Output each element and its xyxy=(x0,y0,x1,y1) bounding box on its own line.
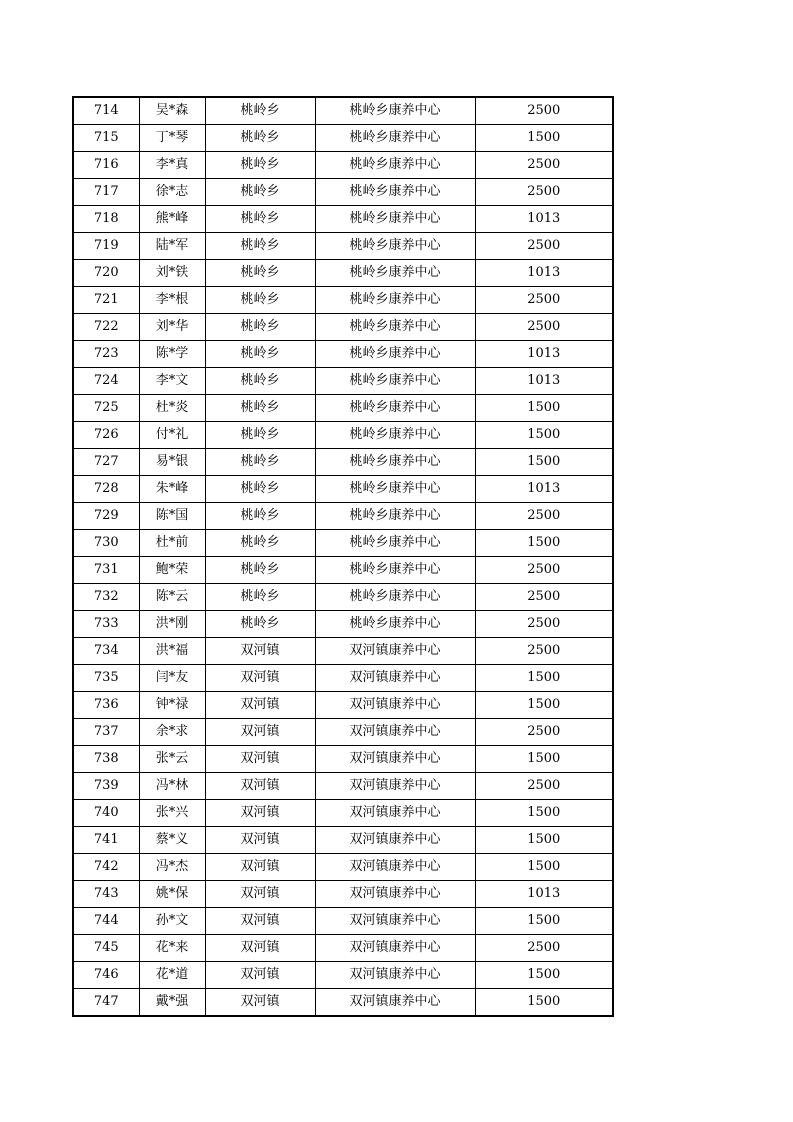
care-center-cell: 双河镇康养中心 xyxy=(315,800,475,827)
township-cell: 双河镇 xyxy=(205,935,315,962)
care-center-cell: 桃岭乡康养中心 xyxy=(315,584,475,611)
row-number-cell: 715 xyxy=(73,125,139,152)
table-row xyxy=(73,800,613,827)
township-cell: 双河镇 xyxy=(205,665,315,692)
township-cell: 桃岭乡 xyxy=(205,422,315,449)
amount-cell: 2500 xyxy=(475,314,613,341)
table-row xyxy=(73,503,613,530)
row-number-cell: 722 xyxy=(73,314,139,341)
amount-cell: 2500 xyxy=(475,503,613,530)
amount-cell: 2500 xyxy=(475,584,613,611)
care-center-cell: 双河镇康养中心 xyxy=(315,638,475,665)
row-number-cell: 717 xyxy=(73,179,139,206)
person-name-cell: 陈*国 xyxy=(139,503,205,530)
township-cell: 桃岭乡 xyxy=(205,125,315,152)
person-name-cell: 刘*华 xyxy=(139,314,205,341)
care-center-cell: 桃岭乡康养中心 xyxy=(315,611,475,638)
care-center-cell: 双河镇康养中心 xyxy=(315,908,475,935)
amount-cell: 2500 xyxy=(475,233,613,260)
township-cell: 双河镇 xyxy=(205,746,315,773)
amount-cell: 1013 xyxy=(475,881,613,908)
row-number-cell: 724 xyxy=(73,368,139,395)
care-center-cell: 桃岭乡康养中心 xyxy=(315,233,475,260)
row-number-cell: 718 xyxy=(73,206,139,233)
care-center-cell: 桃岭乡康养中心 xyxy=(315,314,475,341)
township-cell: 双河镇 xyxy=(205,962,315,989)
table-row xyxy=(73,935,613,962)
person-name-cell: 闫*友 xyxy=(139,665,205,692)
table-row xyxy=(73,341,613,368)
row-number-cell: 729 xyxy=(73,503,139,530)
row-number-cell: 734 xyxy=(73,638,139,665)
township-cell: 双河镇 xyxy=(205,719,315,746)
row-number-cell: 719 xyxy=(73,233,139,260)
table-row xyxy=(73,881,613,908)
township-cell: 双河镇 xyxy=(205,638,315,665)
amount-cell: 1500 xyxy=(475,449,613,476)
person-name-cell: 陈*学 xyxy=(139,341,205,368)
care-center-cell: 双河镇康养中心 xyxy=(315,935,475,962)
person-name-cell: 付*礼 xyxy=(139,422,205,449)
care-center-cell: 双河镇康养中心 xyxy=(315,692,475,719)
person-name-cell: 花*道 xyxy=(139,962,205,989)
table-row xyxy=(73,287,613,314)
row-number-cell: 723 xyxy=(73,341,139,368)
care-center-cell: 双河镇康养中心 xyxy=(315,773,475,800)
row-number-cell: 726 xyxy=(73,422,139,449)
care-center-cell: 桃岭乡康养中心 xyxy=(315,503,475,530)
township-cell: 桃岭乡 xyxy=(205,206,315,233)
person-name-cell: 李*真 xyxy=(139,152,205,179)
row-number-cell: 714 xyxy=(73,97,139,125)
row-number-cell: 728 xyxy=(73,476,139,503)
table-row xyxy=(73,97,613,125)
care-center-cell: 双河镇康养中心 xyxy=(315,746,475,773)
row-number-cell: 736 xyxy=(73,692,139,719)
township-cell: 桃岭乡 xyxy=(205,584,315,611)
township-cell: 桃岭乡 xyxy=(205,287,315,314)
person-name-cell: 易*银 xyxy=(139,449,205,476)
township-cell: 桃岭乡 xyxy=(205,368,315,395)
person-name-cell: 钟*禄 xyxy=(139,692,205,719)
township-cell: 桃岭乡 xyxy=(205,152,315,179)
amount-cell: 1500 xyxy=(475,746,613,773)
township-cell: 桃岭乡 xyxy=(205,503,315,530)
person-name-cell: 洪*刚 xyxy=(139,611,205,638)
row-number-cell: 716 xyxy=(73,152,139,179)
care-center-cell: 双河镇康养中心 xyxy=(315,962,475,989)
person-name-cell: 孙*文 xyxy=(139,908,205,935)
person-name-cell: 杜*炎 xyxy=(139,395,205,422)
amount-cell: 1500 xyxy=(475,692,613,719)
table-row xyxy=(73,179,613,206)
township-cell: 双河镇 xyxy=(205,773,315,800)
township-cell: 双河镇 xyxy=(205,800,315,827)
table-row xyxy=(73,719,613,746)
township-cell: 桃岭乡 xyxy=(205,611,315,638)
row-number-cell: 720 xyxy=(73,260,139,287)
care-center-cell: 桃岭乡康养中心 xyxy=(315,179,475,206)
table-row xyxy=(73,233,613,260)
care-center-cell: 桃岭乡康养中心 xyxy=(315,125,475,152)
care-center-cell: 桃岭乡康养中心 xyxy=(315,557,475,584)
roster-table-body xyxy=(73,97,613,1016)
township-cell: 双河镇 xyxy=(205,854,315,881)
amount-cell: 1500 xyxy=(475,422,613,449)
care-center-cell: 桃岭乡康养中心 xyxy=(315,152,475,179)
amount-cell: 2500 xyxy=(475,611,613,638)
care-center-cell: 桃岭乡康养中心 xyxy=(315,368,475,395)
amount-cell: 1500 xyxy=(475,665,613,692)
row-number-cell: 727 xyxy=(73,449,139,476)
table-row xyxy=(73,125,613,152)
table-row xyxy=(73,665,613,692)
table-row xyxy=(73,962,613,989)
township-cell: 桃岭乡 xyxy=(205,97,315,125)
amount-cell: 1500 xyxy=(475,827,613,854)
person-name-cell: 徐*志 xyxy=(139,179,205,206)
township-cell: 双河镇 xyxy=(205,881,315,908)
person-name-cell: 朱*峰 xyxy=(139,476,205,503)
person-name-cell: 陈*云 xyxy=(139,584,205,611)
amount-cell: 1013 xyxy=(475,260,613,287)
table-row xyxy=(73,827,613,854)
amount-cell: 2500 xyxy=(475,152,613,179)
table-row xyxy=(73,260,613,287)
township-cell: 双河镇 xyxy=(205,692,315,719)
amount-cell: 2500 xyxy=(475,638,613,665)
care-center-cell: 双河镇康养中心 xyxy=(315,989,475,1017)
row-number-cell: 738 xyxy=(73,746,139,773)
row-number-cell: 730 xyxy=(73,530,139,557)
care-center-cell: 桃岭乡康养中心 xyxy=(315,206,475,233)
amount-cell: 2500 xyxy=(475,287,613,314)
row-number-cell: 743 xyxy=(73,881,139,908)
person-name-cell: 丁*琴 xyxy=(139,125,205,152)
row-number-cell: 742 xyxy=(73,854,139,881)
care-center-cell: 桃岭乡康养中心 xyxy=(315,476,475,503)
care-center-cell: 桃岭乡康养中心 xyxy=(315,287,475,314)
person-name-cell: 花*来 xyxy=(139,935,205,962)
amount-cell: 1500 xyxy=(475,854,613,881)
row-number-cell: 745 xyxy=(73,935,139,962)
person-name-cell: 洪*福 xyxy=(139,638,205,665)
amount-cell: 1500 xyxy=(475,908,613,935)
amount-cell: 2500 xyxy=(475,719,613,746)
table-row xyxy=(73,773,613,800)
township-cell: 桃岭乡 xyxy=(205,314,315,341)
person-name-cell: 刘*铁 xyxy=(139,260,205,287)
amount-cell: 1500 xyxy=(475,395,613,422)
amount-cell: 1500 xyxy=(475,800,613,827)
table-row xyxy=(73,638,613,665)
person-name-cell: 蔡*义 xyxy=(139,827,205,854)
township-cell: 桃岭乡 xyxy=(205,395,315,422)
person-name-cell: 余*求 xyxy=(139,719,205,746)
care-center-cell: 桃岭乡康养中心 xyxy=(315,97,475,125)
township-cell: 桃岭乡 xyxy=(205,476,315,503)
person-name-cell: 吴*森 xyxy=(139,97,205,125)
township-cell: 双河镇 xyxy=(205,908,315,935)
amount-cell: 1013 xyxy=(475,476,613,503)
person-name-cell: 鲍*荣 xyxy=(139,557,205,584)
care-center-cell: 桃岭乡康养中心 xyxy=(315,260,475,287)
care-center-cell: 双河镇康养中心 xyxy=(315,827,475,854)
township-cell: 桃岭乡 xyxy=(205,341,315,368)
township-cell: 双河镇 xyxy=(205,989,315,1017)
care-center-cell: 桃岭乡康养中心 xyxy=(315,530,475,557)
amount-cell: 1500 xyxy=(475,962,613,989)
row-number-cell: 732 xyxy=(73,584,139,611)
care-center-cell: 双河镇康养中心 xyxy=(315,719,475,746)
table-row xyxy=(73,395,613,422)
township-cell: 桃岭乡 xyxy=(205,449,315,476)
table-row xyxy=(73,449,613,476)
amount-cell: 1500 xyxy=(475,989,613,1017)
township-cell: 桃岭乡 xyxy=(205,179,315,206)
person-name-cell: 李*文 xyxy=(139,368,205,395)
row-number-cell: 731 xyxy=(73,557,139,584)
table-row xyxy=(73,530,613,557)
table-row xyxy=(73,206,613,233)
amount-cell: 1013 xyxy=(475,341,613,368)
table-row xyxy=(73,152,613,179)
township-cell: 桃岭乡 xyxy=(205,260,315,287)
row-number-cell: 725 xyxy=(73,395,139,422)
table-row xyxy=(73,422,613,449)
person-name-cell: 冯*林 xyxy=(139,773,205,800)
care-center-cell: 双河镇康养中心 xyxy=(315,665,475,692)
person-name-cell: 熊*峰 xyxy=(139,206,205,233)
amount-cell: 2500 xyxy=(475,557,613,584)
row-number-cell: 740 xyxy=(73,800,139,827)
row-number-cell: 721 xyxy=(73,287,139,314)
person-name-cell: 杜*前 xyxy=(139,530,205,557)
amount-cell: 2500 xyxy=(475,97,613,125)
township-cell: 桃岭乡 xyxy=(205,233,315,260)
row-number-cell: 733 xyxy=(73,611,139,638)
amount-cell: 2500 xyxy=(475,935,613,962)
table-row xyxy=(73,314,613,341)
person-name-cell: 戴*强 xyxy=(139,989,205,1017)
amount-cell: 2500 xyxy=(475,179,613,206)
amount-cell: 1500 xyxy=(475,530,613,557)
care-center-cell: 双河镇康养中心 xyxy=(315,854,475,881)
care-center-cell: 桃岭乡康养中心 xyxy=(315,395,475,422)
row-number-cell: 746 xyxy=(73,962,139,989)
person-name-cell: 陆*军 xyxy=(139,233,205,260)
township-cell: 桃岭乡 xyxy=(205,557,315,584)
person-name-cell: 张*云 xyxy=(139,746,205,773)
township-cell: 桃岭乡 xyxy=(205,530,315,557)
table-row xyxy=(73,584,613,611)
table-row xyxy=(73,611,613,638)
row-number-cell: 735 xyxy=(73,665,139,692)
amount-cell: 2500 xyxy=(475,773,613,800)
person-name-cell: 冯*杰 xyxy=(139,854,205,881)
row-number-cell: 737 xyxy=(73,719,139,746)
person-name-cell: 张*兴 xyxy=(139,800,205,827)
table-row xyxy=(73,989,613,1017)
amount-cell: 1013 xyxy=(475,368,613,395)
amount-cell: 1500 xyxy=(475,125,613,152)
row-number-cell: 739 xyxy=(73,773,139,800)
table-row xyxy=(73,746,613,773)
table-row xyxy=(73,908,613,935)
row-number-cell: 744 xyxy=(73,908,139,935)
row-number-cell: 741 xyxy=(73,827,139,854)
care-center-cell: 桃岭乡康养中心 xyxy=(315,341,475,368)
table-row xyxy=(73,557,613,584)
person-name-cell: 李*根 xyxy=(139,287,205,314)
care-center-cell: 桃岭乡康养中心 xyxy=(315,422,475,449)
township-cell: 双河镇 xyxy=(205,827,315,854)
amount-cell: 1013 xyxy=(475,206,613,233)
table-row xyxy=(73,476,613,503)
table-row xyxy=(73,854,613,881)
row-number-cell: 747 xyxy=(73,989,139,1017)
care-center-cell: 双河镇康养中心 xyxy=(315,881,475,908)
care-center-cell: 桃岭乡康养中心 xyxy=(315,449,475,476)
person-name-cell: 姚*保 xyxy=(139,881,205,908)
roster-table xyxy=(72,96,614,1017)
table-row xyxy=(73,368,613,395)
table-row xyxy=(73,692,613,719)
